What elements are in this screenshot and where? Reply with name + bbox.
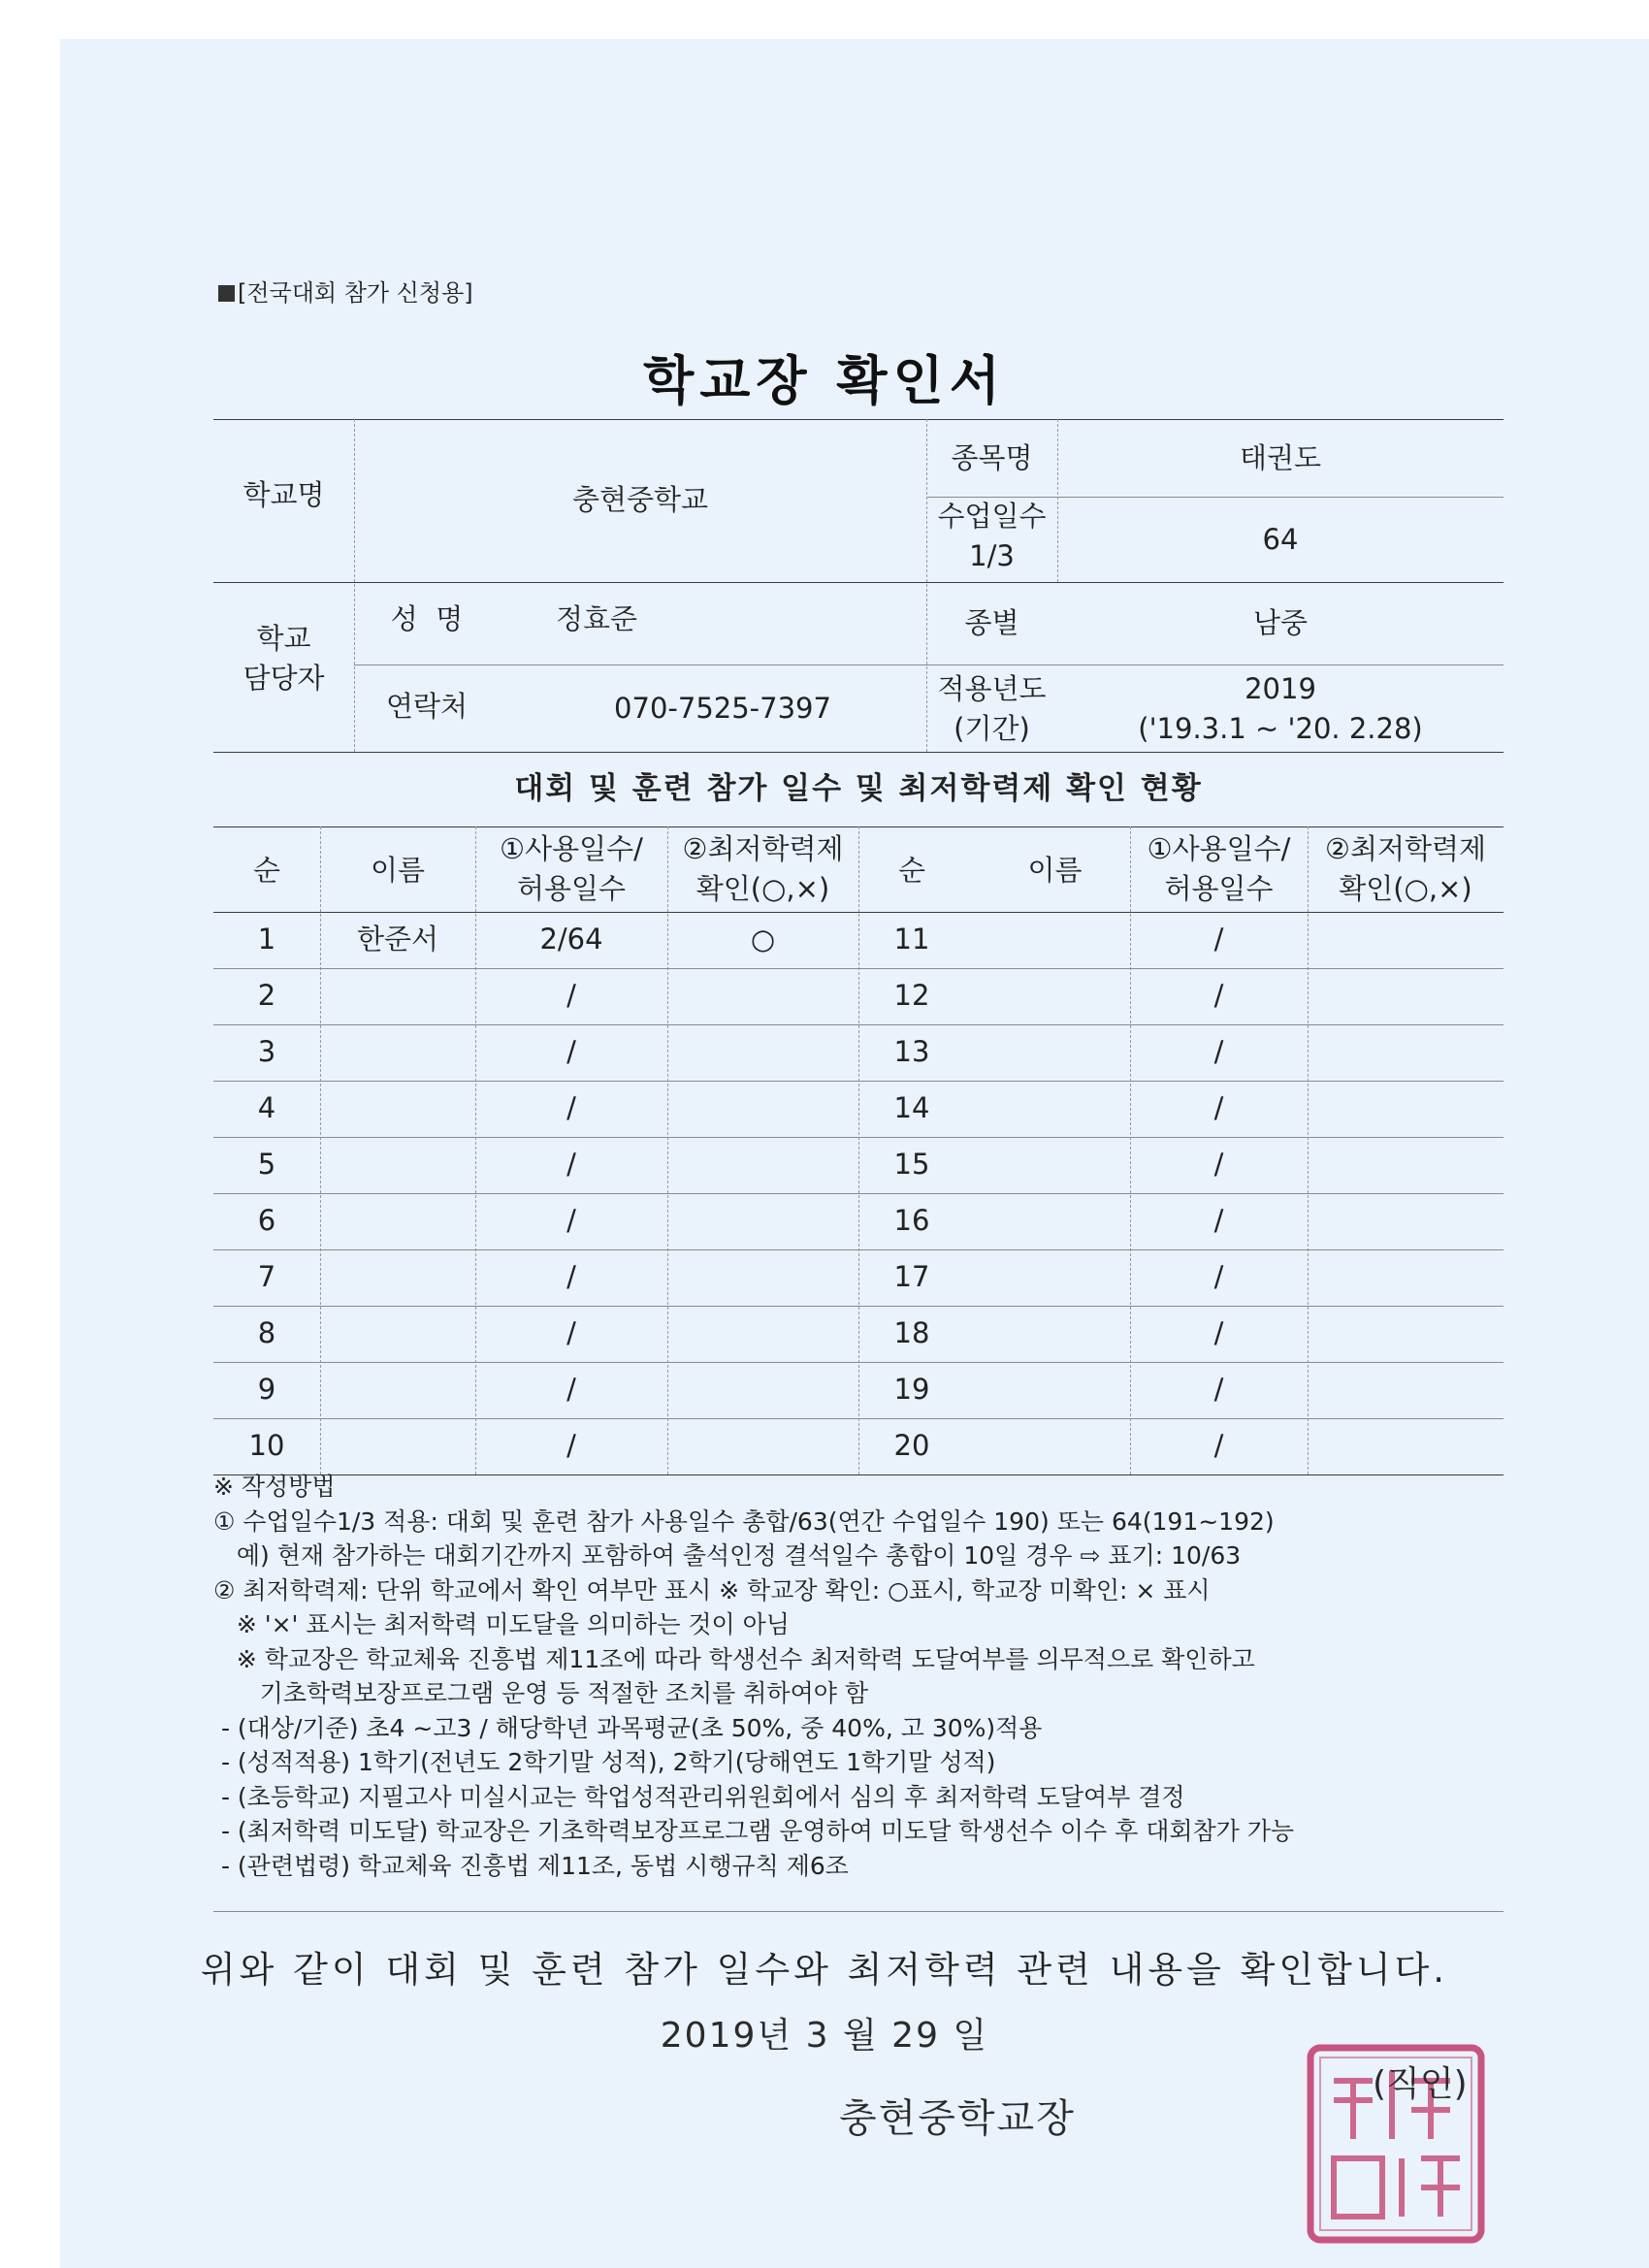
section-title: 대회 및 훈련 참가 일수 및 최저학력제 확인 현황 (514, 771, 1203, 806)
header-grade (667, 829, 858, 908)
divider (213, 419, 1504, 420)
page-title: 학교장 확인서 (643, 350, 1006, 411)
row-seq: 5 (257, 1148, 276, 1181)
row-days: / (566, 1204, 576, 1237)
issue-date: 2019년 3 월 29 일 (660, 2016, 989, 2056)
header-grade-line2: 확인(○,×) (695, 871, 830, 905)
header-seq: 순 (252, 854, 280, 887)
year-label-line2: (기간) (954, 711, 1030, 745)
contact-value: 070-7525-7397 (614, 692, 831, 725)
square-bullet-icon (218, 285, 235, 302)
row-seq: 4 (257, 1091, 276, 1124)
row-days: / (1213, 1204, 1224, 1237)
note-line: - (대상/기준) 초4 ~고3 / 해당학년 과목평균(초 50%, 중 40%, 고 30%)적용 (213, 1713, 1043, 1742)
row-seq: 8 (257, 1316, 276, 1349)
year-label-line1: 적용년도 (937, 672, 1047, 705)
days-label (926, 497, 1057, 575)
instructions (213, 1470, 1513, 1883)
row-seq: 17 (893, 1260, 930, 1293)
name-value: 정효준 (555, 602, 638, 635)
school-label: 학교명 (242, 478, 325, 511)
header-name: 이름 (1027, 854, 1083, 887)
row-seq: 6 (257, 1204, 276, 1237)
row-divider (213, 1193, 1504, 1194)
manager-label (213, 619, 354, 697)
confirmation-statement: 위와 같이 대회 및 훈련 참가 일수와 최저학력 관련 내용을 확인합니다. (200, 1949, 1449, 1991)
row-days: / (1213, 1429, 1224, 1462)
name-label: 성 명 (390, 602, 464, 635)
year-value-line2: ('19.3.1 ~ '20. 2.28) (1138, 711, 1423, 745)
divider (213, 1911, 1504, 1912)
manager-label-line2: 담당자 (242, 661, 325, 695)
form-type-label: [전국대회 참가 신청용] (238, 279, 473, 307)
row-divider (213, 968, 1504, 969)
divider (1308, 826, 1309, 1474)
note-line: 기초학력보장프로그램 운영 등 적절한 조치를 취하여야 함 (213, 1679, 868, 1707)
note-line: ※ 작성방법 (213, 1473, 336, 1501)
row-days: / (566, 1091, 576, 1124)
event-label: 종목명 (951, 441, 1033, 474)
row-days: / (1213, 1373, 1224, 1406)
note-line: - (성적적용) 1학기(전년도 2학기말 성적), 2학기(당해연도 1학기말 성적) (213, 1748, 996, 1776)
header-name: 이름 (370, 854, 426, 887)
category-label: 종별 (964, 606, 1019, 639)
row-seq: 1 (257, 923, 276, 956)
header-grade-line2: 확인(○,×) (1339, 871, 1472, 905)
row-divider (213, 1024, 1504, 1025)
row-seq: 19 (893, 1373, 930, 1406)
row-name: 한준서 (356, 923, 439, 956)
row-days: / (566, 1373, 576, 1406)
note-line: ① 수업일수1/3 적용: 대회 및 훈련 참가 사용일수 총합/63(연간 수업일수 190) 또는 64(191~192) (213, 1507, 1275, 1536)
row-seq: 3 (257, 1035, 276, 1068)
header-days (1130, 829, 1308, 908)
header-grade-line1: ②최저학력제 (1324, 832, 1487, 865)
row-days: / (1213, 1316, 1224, 1349)
note-line: 예) 현재 참가하는 대회기간까지 포함하여 출석인정 결석일수 총합이 10일 경우 ⇨ 표기: 10/63 (213, 1541, 1242, 1570)
row-days: 2/64 (539, 923, 603, 956)
row-days: / (566, 1260, 576, 1293)
seal-label: (직인) (1373, 2064, 1468, 2104)
row-seq: 15 (893, 1148, 930, 1181)
row-days: / (566, 1316, 576, 1349)
year-value (1057, 669, 1504, 748)
row-days: / (566, 1035, 576, 1068)
row-seq: 2 (257, 979, 276, 1012)
row-seq: 10 (248, 1429, 285, 1462)
row-days: / (1213, 979, 1224, 1012)
row-seq: 18 (893, 1316, 930, 1349)
note-line: ※ '×' 표시는 최저학력 미도달을 의미하는 것이 아님 (213, 1610, 790, 1638)
row-divider (213, 1362, 1504, 1363)
days-value: 64 (1262, 523, 1299, 556)
divider (354, 664, 1504, 665)
manager-label-line1: 학교 (256, 622, 311, 655)
header-grade (1308, 829, 1504, 908)
year-label (926, 669, 1057, 748)
header-days-line2: 허용일수 (516, 871, 627, 905)
row-divider (213, 1137, 1504, 1138)
row-seq: 14 (893, 1091, 930, 1124)
note-line: - (초등학교) 지필고사 미실시교는 학업성적관리위원회에서 심의 후 최저학력 도달여부 결정 (213, 1782, 1185, 1811)
row-divider (213, 1081, 1504, 1082)
row-divider (213, 1418, 1504, 1419)
row-days: / (1213, 1260, 1224, 1293)
divider (213, 752, 1504, 753)
divider (213, 582, 1504, 583)
divider (354, 419, 355, 752)
row-days: / (1213, 1091, 1224, 1124)
row-days: / (1213, 923, 1224, 956)
row-days: / (566, 1429, 576, 1462)
header-seq: 순 (897, 854, 925, 887)
row-seq: 9 (257, 1373, 276, 1406)
header-days-line1: ①사용일수/ (1147, 832, 1291, 865)
row-days: / (1213, 1035, 1224, 1068)
note-line: - (최저학력 미도달) 학교장은 기초학력보장프로그램 운영하여 미도달 학생선수 이수 후 대회참가 가능 (213, 1817, 1295, 1845)
days-label-line2: 1/3 (969, 538, 1015, 572)
days-label-line1: 수업일수 (937, 500, 1047, 533)
row-seq: 7 (257, 1260, 276, 1293)
row-days: / (566, 979, 576, 1012)
header-grade-line1: ②최저학력제 (682, 832, 844, 865)
event-value: 태권도 (1239, 441, 1322, 474)
note-line: ※ 학교장은 학교체육 진흥법 제11조에 따라 학생선수 최저학력 도달여부를 의무적으로 확인하고 (213, 1644, 1255, 1673)
form-type-tag (218, 274, 473, 308)
row-seq: 20 (893, 1429, 930, 1462)
row-check: ○ (750, 923, 776, 956)
note-line: ② 최저학력제: 단위 학교에서 확인 여부만 표시 ※ 학교장 확인: ○표시, 학교장 미확인: × 표시 (213, 1575, 1211, 1604)
category-value: 남중 (1252, 606, 1309, 639)
row-divider (213, 1306, 1504, 1307)
row-days: / (566, 1148, 576, 1181)
row-seq: 11 (893, 923, 930, 956)
header-days-line1: ①사용일수/ (500, 832, 643, 865)
row-seq: 12 (893, 979, 930, 1012)
year-value-line1: 2019 (1245, 672, 1316, 705)
header-days-line2: 허용일수 (1164, 871, 1274, 905)
row-days: / (1213, 1148, 1224, 1181)
school-value: 충현중학교 (571, 483, 709, 516)
note-line: - (관련법령) 학교체육 진흥법 제11조, 동법 시행규칙 제6조 (213, 1851, 849, 1880)
header-days (475, 829, 667, 908)
row-seq: 13 (893, 1035, 930, 1068)
row-divider (213, 1249, 1504, 1250)
principal-signature: 충현중학교장 (839, 2096, 1076, 2141)
contact-label: 연락처 (385, 690, 469, 723)
row-seq: 16 (893, 1204, 930, 1237)
